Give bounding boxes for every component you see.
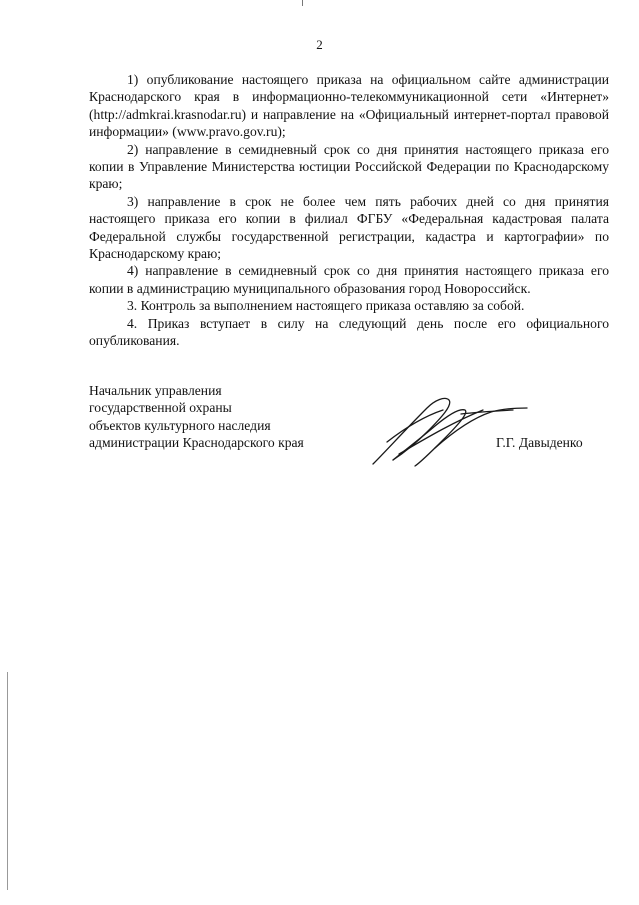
paragraph-item-2: 2) направление в семидневный срок со дня принятия настоящего приказа его копии в Управление Министерства юстиции Российской Федерации по Краснодарскому краю;	[89, 141, 609, 192]
handwritten-signature	[365, 392, 535, 472]
signatory-title-line: администрации Краснодарского края	[89, 435, 304, 451]
signatory-title	[89, 382, 304, 452]
paragraph-item-1: 1) опубликование настоящего приказа на официальном сайте администрации Краснодарского края в информационно-телекоммуникационной сети «Интернет» (http://admkrai.krasnodar.ru) и направление на «Официальный интернет-портал правовой информации» (www.pravo.gov.ru);	[89, 72, 609, 140]
paragraph-item-3: 3) направление в срок не более чем пять рабочих дней со дня принятия настоящего приказа его копии в филиал ФГБУ «Федеральная кадастровая палата Федеральной службы государственной регистрации, кадастра и картографии» по Краснодарскому краю;	[89, 193, 609, 262]
document-body	[89, 71, 609, 350]
scan-edge-line	[7, 672, 8, 890]
paragraph-item-4: 4) направление в семидневный срок со дня принятия настоящего приказа его копии в администрацию муниципального образования город Новороссийск.	[89, 263, 609, 296]
signatory-title-line: государственной охраны	[89, 400, 232, 416]
signatory-title-line: объектов культурного наследия	[89, 417, 271, 433]
paragraph-effective-date: 4. Приказ вступает в силу на следующий день после его официального опубликования.	[89, 315, 609, 349]
signatory-name: Г.Г. Давыденко	[496, 435, 583, 450]
signatory-title-line: Начальник управления	[89, 383, 222, 398]
scan-mark	[302, 0, 303, 6]
paragraph-control: 3. Контроль за выполнением настоящего приказа оставляю за собой.	[127, 298, 525, 314]
page-number: 2	[316, 37, 323, 52]
